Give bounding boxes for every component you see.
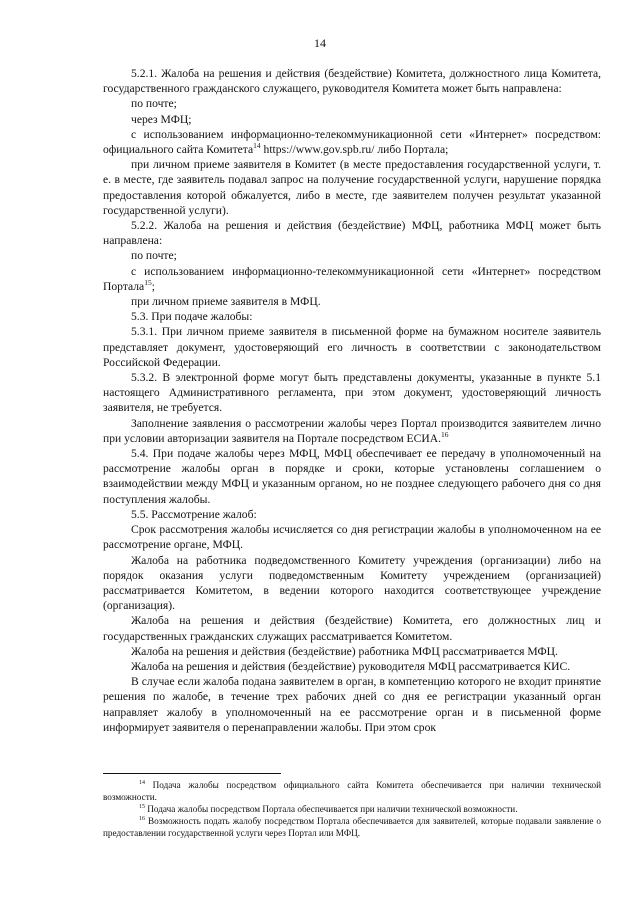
footnotes (103, 779, 601, 839)
footnote (103, 803, 601, 815)
footnote-text: Подача жалобы посредством официального сайта Комитета обеспечивается при наличии технической возможности. (103, 780, 601, 802)
paragraph: 5.2.1. Жалоба на решения и действия (бездействие) Комитета, должностного лица Комитета, государственного гражданского служащего, руководителя Комитета может быть направлена: (103, 67, 601, 96)
paragraph: по почте; (131, 249, 177, 263)
paragraph: 5.5. Рассмотрение жалоб: (131, 507, 257, 521)
paragraph (103, 127, 601, 157)
paragraph: Жалоба на работника подведомственного Комитету учреждения (организации) либо на порядок оказания услуги подведомственным Комитету учреждением (организацией) рассматривается Комитетом, в ведении которого находится соответствующее учреждение (организация). (103, 553, 601, 613)
footnote-text: Подача жалобы посредством Портала обеспечивается при наличии технической возможности. (145, 804, 518, 814)
paragraph: при личном приеме заявителя в Комитет (в месте предоставления государственной услуги, т. е. в месте, где заявитель подавал запрос на получение государственной услуги, нарушение порядка предоставления которой обжалуется, либо в месте, где заявителем получен результат указанной государственной услуги). (103, 158, 601, 217)
footnote-ref: 14 (253, 141, 261, 151)
paragraph (103, 264, 601, 294)
paragraph (103, 416, 601, 446)
paragraph: 5.4. При подаче жалобы через МФЦ, МФЦ обеспечивает ее передачу в уполномоченный на рассмотрение жалобы орган в порядке и сроки, которые установлены соглашением о взаимодействии между МФЦ и указанным органом, но не позднее следующего рабочего дня со дня поступления жалобы. (103, 447, 601, 506)
footnote-number: 16 (139, 816, 145, 822)
paragraph-text: https://www.gov.spb.ru/ либо Портала; (260, 143, 449, 157)
footnote (103, 779, 601, 803)
paragraph: Жалоба на решения и действия (бездействие) работника МФЦ рассматривается МФЦ. (131, 644, 558, 658)
page-number: 14 (314, 36, 326, 50)
paragraph: 5.3.2. В электронной форме могут быть представлены документы, указанные в пункте 5.1 настоящего Административного регламента, при этом документ, удостоверяющий личность заявителя, не требуется. (103, 371, 601, 415)
paragraph: В случае если жалоба подана заявителем в орган, в компетенцию которого не входит принятие решения по жалобе, в течение трех рабочих дней со дня ее регистрации указанный орган направляет жалобу в уполномоченный на ее рассмотрение орган и в письменной форме информирует заявителя о перенаправлении жалобы. При этом срок (103, 675, 601, 734)
document-body (103, 66, 601, 735)
paragraph: Срок рассмотрения жалобы исчисляется со дня регистрации жалобы в уполномоченном на ее рассмотрение органе, МФЦ. (103, 523, 601, 552)
paragraph: Жалоба на решения и действия (бездействие) руководителя МФЦ рассматривается КИС. (131, 659, 571, 673)
paragraph: через МФЦ; (131, 112, 192, 126)
footnote-separator (103, 773, 281, 774)
paragraph: 5.3.1. При личном приеме заявителя в письменной форме на бумажном носителе заявитель представляет документ, удостоверяющий его личность в соответствии с законодательством Российской Федерации. (103, 325, 601, 369)
paragraph: 5.2.2. Жалоба на решения и действия (бездействие) МФЦ, работника МФЦ может быть направлена: (103, 219, 601, 248)
paragraph-text: с использованием информационно-телекоммуникационной сети «Интернет» посредством Портала (103, 264, 601, 293)
paragraph: Жалоба на решения и действия (бездействие) Комитета, его должностных лиц и государственных гражданских служащих рассматривается Комитетом. (103, 614, 601, 643)
footnote-ref: 16 (441, 429, 449, 439)
paragraph-text: с использованием информационно-телекоммуникационной сети «Интернет» посредством: официального сайта Комитета (103, 127, 601, 157)
paragraph: 5.3. При подаче жалобы: (131, 310, 253, 324)
paragraph-text: Заполнение заявления о рассмотрении жалобы через Портал производится заявителем лично при условии авторизации заявителя на Портале посредством ЕСИА. (103, 416, 601, 445)
paragraph-text: ; (151, 279, 155, 293)
footnote-number: 14 (139, 780, 145, 786)
footnote (103, 815, 601, 839)
paragraph: при личном приеме заявителя в МФЦ. (131, 295, 321, 309)
footnote-text: Возможность подать жалобу посредством Портала обеспечивается для заявителей, которые подавали заявление о предоставлении государственной услуги через Портал или МФЦ. (103, 816, 601, 838)
footnote-number: 15 (139, 804, 145, 810)
paragraph: по почте; (131, 97, 177, 111)
footnote-ref: 15 (144, 277, 152, 287)
